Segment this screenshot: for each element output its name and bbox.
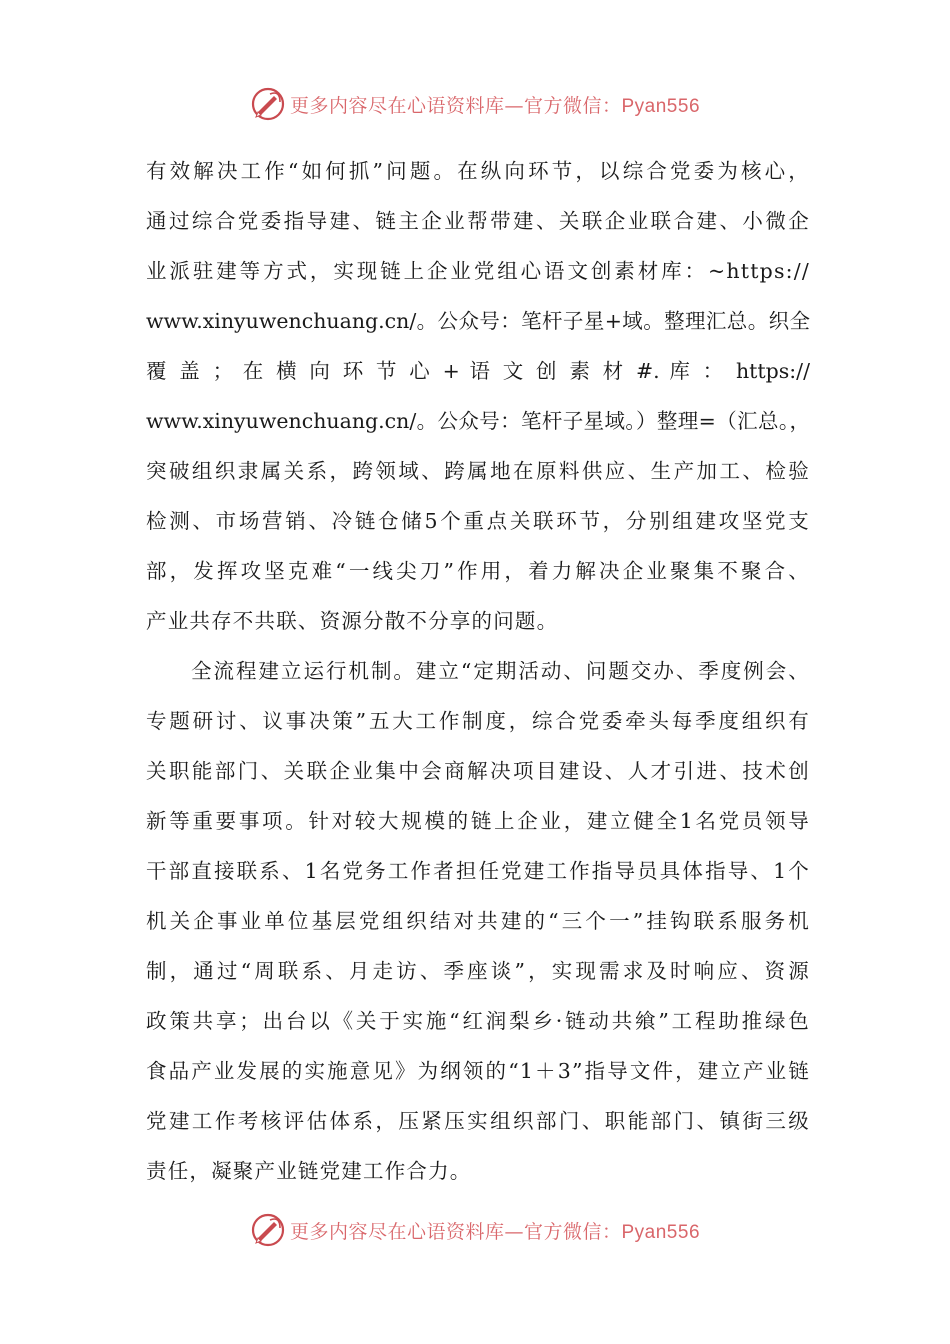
paragraph-line: 通过综合党委指导建、链主企业帮带建、关联企业联合建、小微企	[146, 209, 810, 233]
banner-text: 更多内容尽在心语资料库—官方微信：Pyan556	[289, 1220, 701, 1243]
paragraph-line: 突破组织隶属关系，跨领域、跨属地在原料供应、生产加工、检验	[146, 459, 810, 483]
paragraph-line: 业派驻建等方式，实现链上企业党组心语文创素材库：~https://	[146, 259, 810, 283]
header-watermark-banner	[0, 84, 950, 124]
paragraph-line: 干部直接联系、1名党务工作者担任党建工作指导员具体指导、1个	[146, 859, 810, 883]
wechat-id: Pyan556	[621, 1221, 701, 1243]
document-body	[146, 146, 810, 1196]
paragraph-line: 党建工作考核评估体系，压紧压实组织部门、职能部门、镇街三级	[146, 1109, 810, 1133]
paragraph-line: 关职能部门、关联企业集中会商解决项目建设、人才引进、技术创	[146, 759, 810, 783]
paragraph-line: 责任，凝聚产业链党建工作合力。	[146, 1159, 472, 1183]
paragraph-line: 全流程建立运行机制。建立“定期活动、问题交办、季度例会、	[191, 659, 810, 683]
footer-watermark-banner	[0, 1210, 950, 1250]
paragraph-line: www.xinyuwenchuang.cn/。公众号：笔杆子星+域。整理汇总。织全	[146, 309, 810, 333]
paragraph-line: 检测、市场营销、冷链仓储5个重点关联环节，分别组建攻坚党支	[146, 509, 810, 533]
paragraph-line: 部，发挥攻坚克难“一线尖刀”作用，着力解决企业聚集不聚合、	[146, 559, 810, 583]
paragraph-line: 政策共享；出台以《关于实施“红润梨乡·链动共飨”工程助推绿色	[146, 1009, 810, 1033]
paragraph-line: 机关企事业单位基层党组织结对共建的“三个一”挂钩联系服务机	[146, 909, 810, 933]
paragraph-line: 覆 盖 ； 在 横 向 环 节 心 + 语 文 创 素 材 #. 库 ： https://	[146, 359, 810, 383]
paragraph-line: 制，通过“周联系、月走访、季座谈”，实现需求及时响应、资源	[146, 959, 810, 983]
paragraph-line: 专题研讨、议事决策”五大工作制度，综合党委牵头每季度组织有	[146, 709, 810, 733]
banner-text: 更多内容尽在心语资料库—官方微信：Pyan556	[289, 94, 701, 117]
paragraph-line: 新等重要事项。针对较大规模的链上企业，建立健全1名党员领导	[146, 809, 810, 833]
wechat-id: Pyan556	[621, 95, 701, 117]
paragraph-line: www.xinyuwenchuang.cn/。公众号：笔杆子星域。）整理=（汇总。，	[146, 409, 810, 433]
paragraph-line: 食品产业发展的实施意见》为纲领的“1＋3”指导文件，建立产业链	[146, 1059, 810, 1083]
paragraph-line: 产业共存不共联、资源分散不分享的问题。	[146, 609, 559, 633]
pen-logo-icon	[250, 1212, 286, 1248]
paragraph-line: 有效解决工作“如何抓”问题。在纵向环节，以综合党委为核心，	[146, 159, 810, 183]
pen-logo-icon	[250, 86, 286, 122]
